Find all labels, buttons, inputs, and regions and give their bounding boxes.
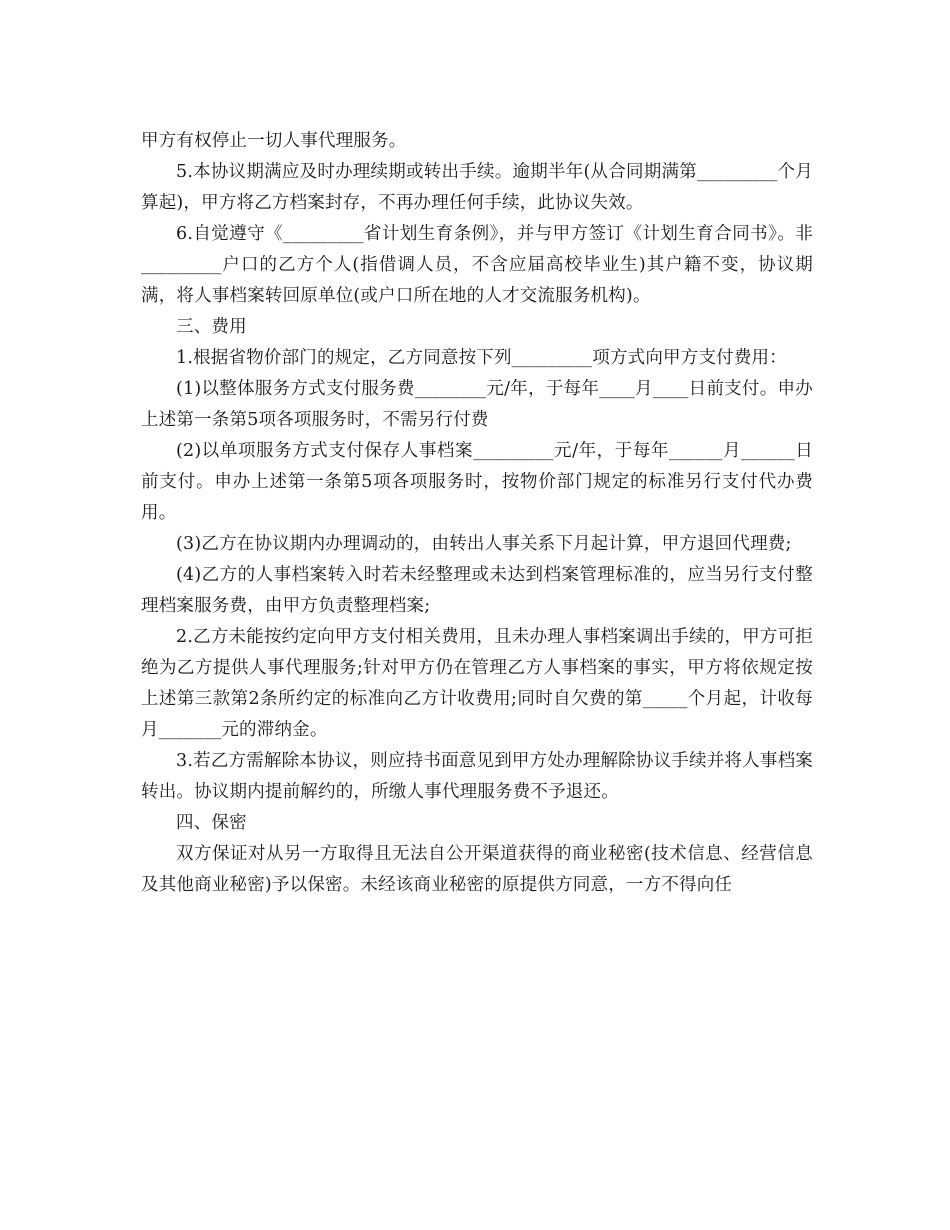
paragraph-continuation: 甲方有权停止一切人事代理服务。 (141, 131, 407, 151)
paragraph-fees-1-option-3: (3)乙方在协议期内办理调动的，由转出人事关系下月起计算，甲方退回代理费; (176, 534, 792, 554)
paragraph-fees-1-option-4: (4)乙方的人事档案转入时若未经整理或未达到档案管理标准的，应当另行支付整理档案服务费，由甲方负责整理档案; (141, 565, 813, 616)
paragraph-fees-2: 2.乙方未能按约定向甲方支付相关费用，且未办理人事档案调出手续的，甲方可拒绝为乙方提供人事代理服务;针对甲方仍在管理乙方人事档案的事实，甲方将依规定按上述第三款第2条所约定的标准向乙方计收费用;同时自欠费的第_____个月起，计收每月_______元的滞纳金。 (141, 627, 813, 740)
paragraph-fees-1: 1.根据省物价部门的规定，乙方同意按下列_________项方式向甲方支付费用： (176, 348, 787, 368)
paragraph-clause-5: 5.本协议期满应及时办理续期或转出手续。逾期半年(从合同期满第_________个月算起)，甲方将乙方档案封存，不再办理任何手续，此协议失效。 (141, 162, 813, 213)
paragraph-fees-3: 3.若乙方需解除本协议，则应持书面意见到甲方处办理解除协议手续并将人事档案转出。协议期内提前解约的，所缴人事代理服务费不予退还。 (141, 751, 813, 802)
section-heading-fees: 三、费用 (176, 317, 247, 337)
section-heading-confidentiality: 四、保密 (176, 813, 247, 833)
paragraph-fees-1-option-2: (2)以单项服务方式支付保存人事档案_________元/年，于每年______月______日前支付。申办上述第一条第5项各项服务时，按物价部门规定的标准另行支付代办费用。 (141, 441, 813, 523)
paragraph-confidentiality: 双方保证对从另一方取得且无法自公开渠道获得的商业秘密(技术信息、经营信息及其他商业秘密)予以保密。未经该商业秘密的原提供方同意，一方不得向任 (141, 844, 813, 895)
document-body (141, 126, 813, 901)
paragraph-clause-6: 6.自觉遵守《_________省计划生育条例》，并与甲方签订《计划生育合同书》。非_________户口的乙方个人(指借调人员，不含应届高校毕业生)其户籍不变，协议期满，将人事档案转回原单位(或户口所在地的人才交流服务机构)。 (141, 224, 813, 306)
paragraph-fees-1-option-1: (1)以整体服务方式支付服务费________元/年，于每年____月____日前支付。申办上述第一条第5项各项服务时，不需另行付费 (141, 379, 813, 430)
